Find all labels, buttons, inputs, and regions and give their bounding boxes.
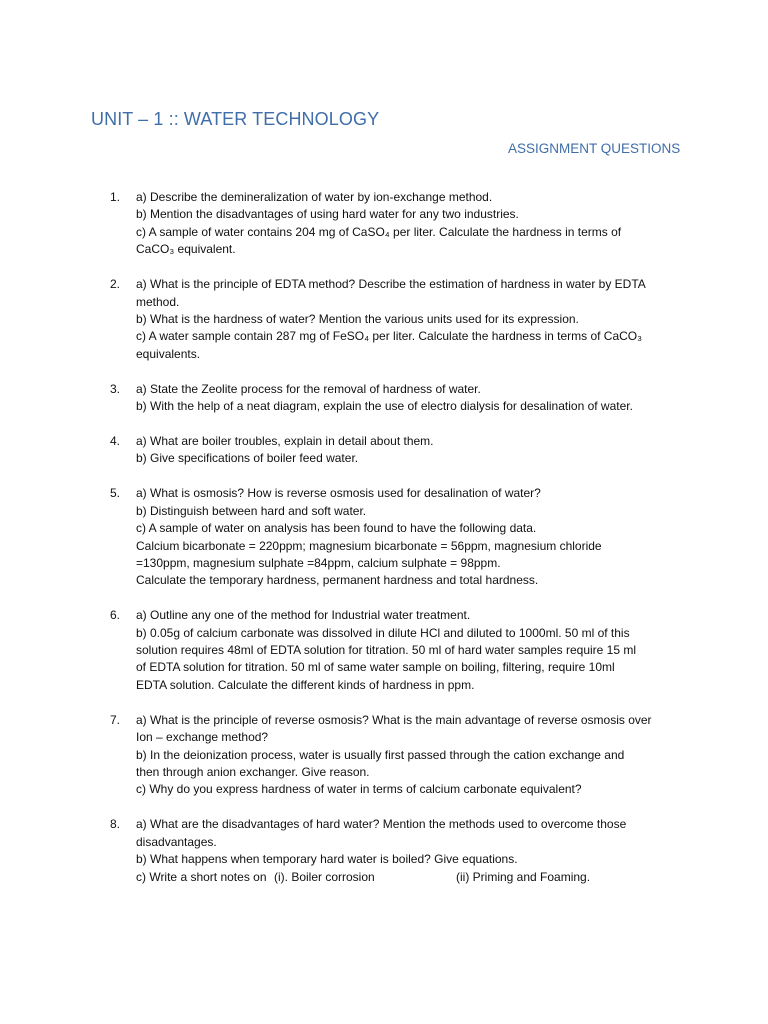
question-number: 7.	[110, 712, 121, 727]
question-line: =130ppm, magnesium sulphate =84ppm, calcium sulphate = 98ppm.	[136, 555, 501, 570]
question-line: disadvantages.	[136, 834, 217, 849]
question-line-tabbed	[136, 869, 680, 886]
question-4	[110, 433, 680, 468]
question-line: c) Why do you express hardness of water in terms of calcium carbonate equivalent?	[136, 782, 582, 797]
question-line: c) A sample of water contains 204 mg of CaSO₄ per liter. Calculate the hardness in terms of	[136, 224, 622, 239]
question-line: a) What is the principle of reverse osmosis? What is the main advantage of reverse osmosis over	[136, 712, 652, 727]
question-line: b) In the deionization process, water is usually first passed through the cation exchange and	[136, 747, 625, 762]
question-3	[110, 381, 680, 416]
question-line: a) State the Zeolite process for the removal of hardness of water.	[136, 381, 481, 396]
question-number: 5.	[110, 486, 121, 501]
question-line: b) Mention the disadvantages of using hard water for any two industries.	[136, 207, 519, 222]
question-number: 6.	[110, 608, 121, 623]
page-subtitle: ASSIGNMENT QUESTIONS	[508, 141, 681, 156]
short-notes-prompt: c) Write a short notes on	[136, 869, 267, 884]
question-line: a) What are the disadvantages of hard water? Mention the methods used to overcome those	[136, 817, 627, 832]
question-number: 2.	[110, 277, 121, 292]
question-6	[110, 607, 680, 694]
question-number: 3.	[110, 381, 121, 396]
question-line: Calcium bicarbonate = 220ppm; magnesium bicarbonate = 56ppm, magnesium chloride	[136, 538, 602, 553]
question-8	[110, 816, 680, 886]
question-number: 4.	[110, 433, 121, 448]
question-line: of EDTA solution for titration. 50 ml of same water sample on boiling, filtering, require 10ml	[136, 660, 615, 675]
question-number: 8.	[110, 817, 121, 832]
question-7	[110, 712, 680, 799]
question-1	[110, 189, 680, 259]
question-line: c) A water sample contain 287 mg of FeSO₄ per liter. Calculate the hardness in terms of CaCO₃	[136, 329, 643, 344]
question-line: b) Distinguish between hard and soft water.	[136, 503, 367, 518]
question-line: CaCO₃ equivalent.	[136, 242, 236, 257]
question-line: b) 0.05g of calcium carbonate was dissolved in dilute HCl and diluted to 1000ml. 50 ml of this	[136, 625, 630, 640]
short-notes-option-2: (ii) Priming and Foaming.	[456, 869, 591, 884]
question-line: equivalents.	[136, 346, 201, 361]
question-line: b) With the help of a neat diagram, explain the use of electro dialysis for desalination of water.	[136, 399, 633, 414]
question-line: solution requires 48ml of EDTA solution for titration. 50 ml of hard water samples require 15 ml	[136, 643, 637, 658]
question-line: a) What is the principle of EDTA method? Describe the estimation of hardness in water by EDTA	[136, 277, 646, 292]
question-line: Calculate the temporary hardness, permanent hardness and total hardness.	[136, 573, 539, 588]
question-5	[110, 485, 680, 589]
question-line: a) What are boiler troubles, explain in detail about them.	[136, 433, 434, 448]
question-line: c) A sample of water on analysis has been found to have the following data.	[136, 521, 537, 536]
question-line: Ion – exchange method?	[136, 730, 269, 745]
question-line: b) Give specifications of boiler feed water.	[136, 451, 359, 466]
question-2	[110, 276, 680, 363]
page-title: UNIT – 1 :: WATER TECHNOLOGY	[91, 109, 380, 129]
question-number: 1.	[110, 190, 121, 204]
question-line: EDTA solution. Calculate the different kinds of hardness in ppm.	[136, 677, 475, 692]
question-line: method.	[136, 294, 180, 309]
question-line: a) What is osmosis? How is reverse osmosis used for desalination of water?	[136, 486, 541, 501]
short-notes-option-1: (i). Boiler corrosion	[274, 869, 375, 884]
question-list	[110, 189, 680, 903]
question-line: a) Outline any one of the method for Industrial water treatment.	[136, 608, 471, 623]
question-line: b) What is the hardness of water? Mention the various units used for its expression.	[136, 311, 579, 326]
question-line: then through anion exchanger. Give reason.	[136, 764, 370, 779]
question-line: b) What happens when temporary hard water is boiled? Give equations.	[136, 852, 518, 867]
question-line: a) Describe the demineralization of water by ion-exchange method.	[136, 190, 493, 204]
